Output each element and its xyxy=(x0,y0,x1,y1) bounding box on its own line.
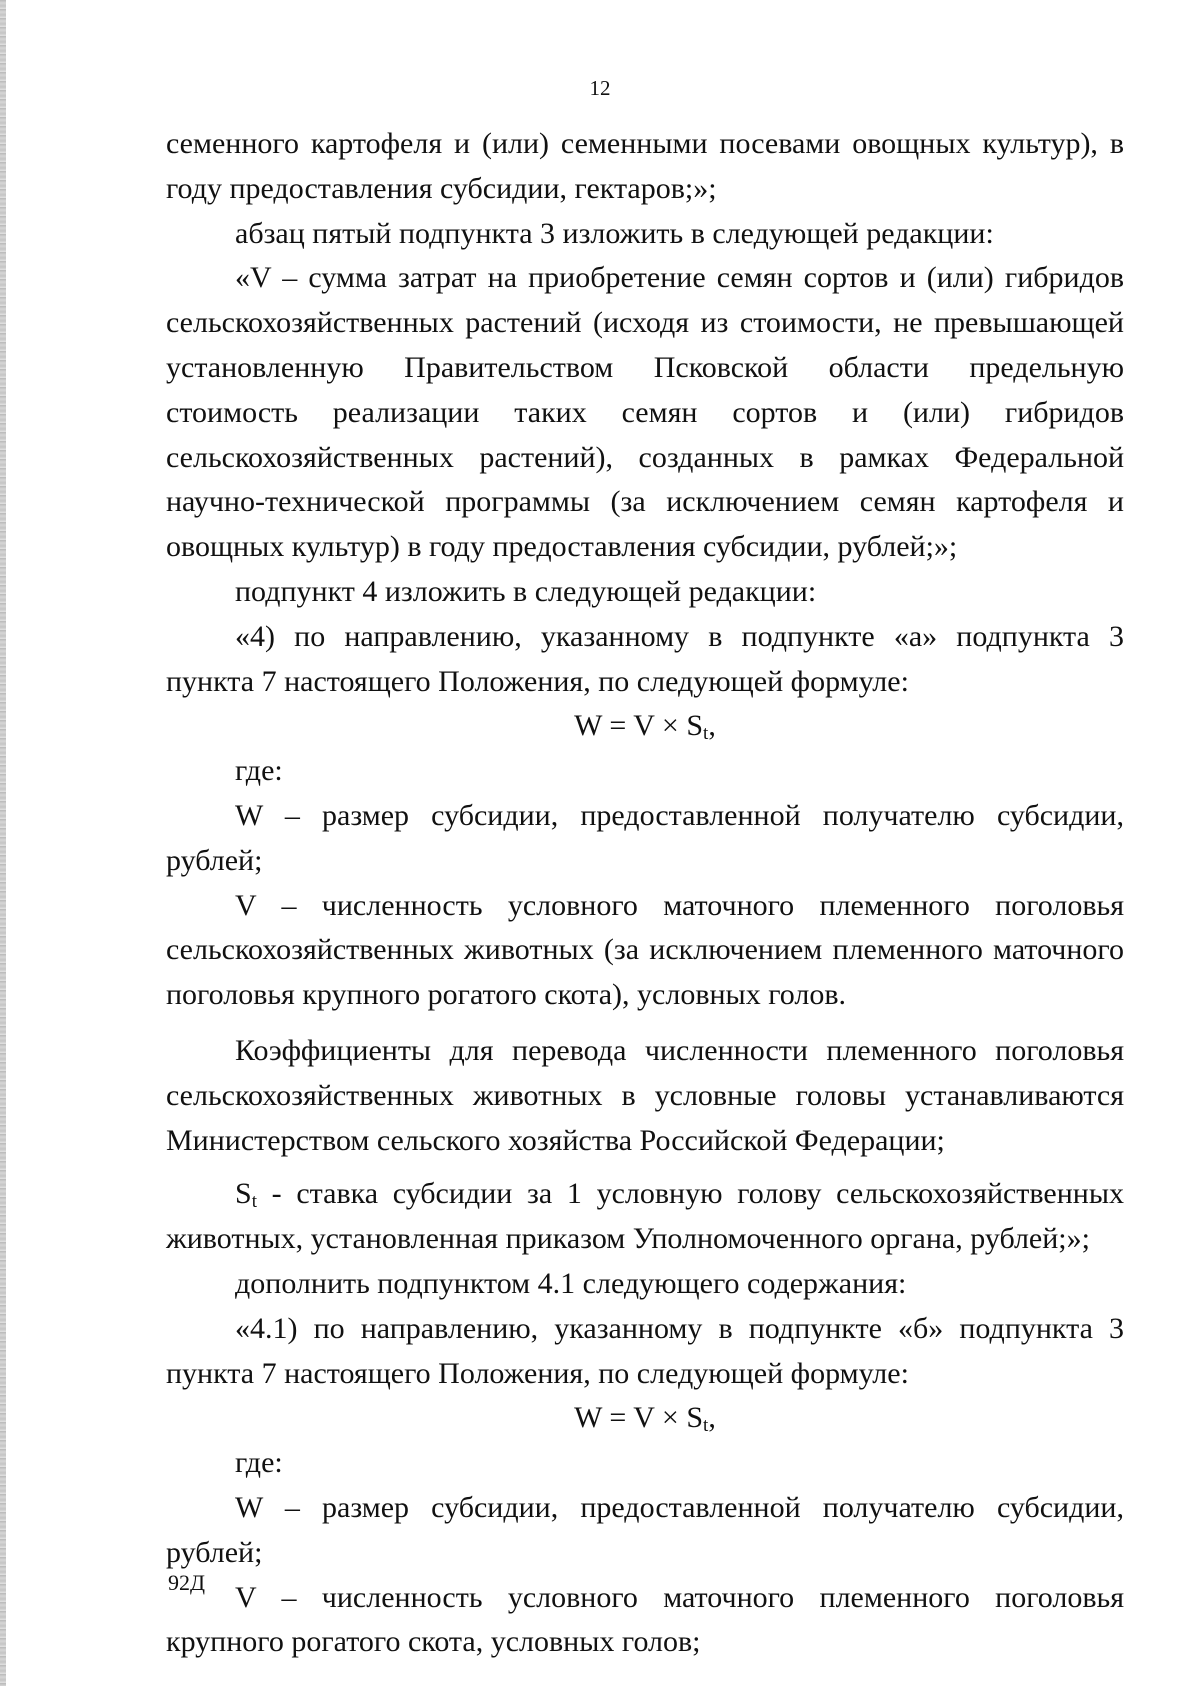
formula-tail: , xyxy=(708,709,716,743)
formula xyxy=(166,1396,1124,1441)
paragraph-instruction: дополнить подпунктом 4.1 следующего содержания: xyxy=(235,1266,907,1300)
document-body xyxy=(166,122,1124,1665)
paragraph-definition-w: W – размер субсидии, предоставленной получателю субсидии, рублей; xyxy=(166,1490,1124,1569)
paragraph-where: где: xyxy=(235,1446,283,1480)
paragraph-definition-v: V – численность условного маточного племенного поголовья сельскохозяйственных животных (за исключением племенного маточного поголовья крупного рогатого скота), условных голов. xyxy=(166,888,1124,1012)
formula-subscript: t xyxy=(703,723,709,745)
formula xyxy=(166,704,1124,749)
paragraph-subitem-4: «4) по направлению, указанному в подпункте «а» подпункта 3 пункта 7 настоящего Положения, по следующей формуле: xyxy=(166,619,1124,698)
scan-edge-strip xyxy=(0,0,6,1686)
paragraph-subitem-4-1: «4.1) по направлению, указанному в подпункте «б» подпункта 3 пункта 7 настоящего Положения, по следующей формуле: xyxy=(166,1311,1124,1390)
paragraph-where: где: xyxy=(235,754,283,788)
paragraph-continuation: семенного картофеля и (или) семенными посевами овощных культур), в году предоставления субсидии, гектаров;»; xyxy=(166,127,1124,205)
formula-tail: , xyxy=(708,1401,716,1435)
paragraph-definition-v: «V – сумма затрат на приобретение семян сортов и (или) гибридов сельскохозяйственных растений (исходя из стоимости, не превышающей установленную Правительством Псковской области предельную стоимость реализации таких семян сортов и (или) гибридов сельскохозяйственных растений), созданных в рамках Федеральной научно-технической программы (за исключением семян картофеля и овощных культур) в году предоставления субсидии, рублей;»; xyxy=(166,261,1124,564)
definition-text: - ставка субсидии за 1 условную голову сельскохозяйственных животных, установленная приказом Уполномоченного органа, рублей;»; xyxy=(166,1177,1124,1256)
formula-main: W = V × S xyxy=(574,1401,704,1435)
paragraph-definition-st xyxy=(166,1172,1124,1262)
formula-subscript: t xyxy=(703,1415,709,1437)
symbol-subscript: t xyxy=(251,1191,257,1213)
footer-document-code: 92Д xyxy=(168,1570,206,1595)
paragraph-coefficients: Коэффициенты для перевода численности племенного поголовья сельскохозяйственных животных в условные головы устанавливаются Министерством сельского хозяйства Российской Федерации; xyxy=(166,1033,1124,1157)
paragraph-instruction: подпункт 4 изложить в следующей редакции: xyxy=(235,574,817,608)
page-number: 12 xyxy=(589,76,611,100)
symbol-s: S xyxy=(235,1177,252,1211)
paragraph-definition-w: W – размер субсидии, предоставленной получателю субсидии, рублей; xyxy=(166,798,1124,877)
formula-main: W = V × S xyxy=(574,709,704,743)
paragraph-instruction: абзац пятый подпункта 3 изложить в следующей редакции: xyxy=(235,216,994,250)
paragraph-definition-v: V – численность условного маточного племенного поголовья крупного рогатого скота, условных голов; xyxy=(166,1580,1124,1659)
